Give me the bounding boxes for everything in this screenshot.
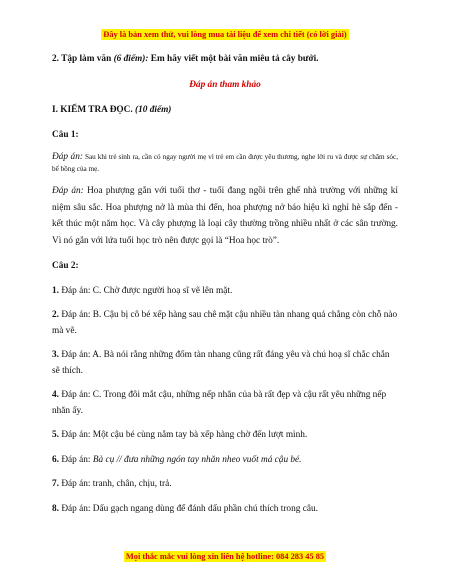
q2-item-2 bbox=[52, 308, 398, 339]
bottom-banner-text: Mọi thắc mắc vui lòng xin liên hệ hotline: 084 283 45 85 bbox=[125, 552, 325, 561]
q1-b-label: Đáp án: bbox=[52, 186, 84, 196]
q2-item-4 bbox=[52, 388, 398, 419]
section1-title: I. KIỂM TRA ĐỌC. bbox=[52, 105, 133, 115]
q1-a-label: Đáp án: bbox=[52, 152, 83, 162]
top-banner-text: Đây là bản xem thử, vui lòng mua tài liệu để xem chi tiết (có lời giải) bbox=[103, 30, 347, 39]
q1-label: Câu 1: bbox=[52, 129, 79, 140]
q1-answer-a bbox=[52, 151, 398, 175]
q2-item-num: 7. bbox=[52, 479, 59, 489]
task2-line bbox=[52, 52, 398, 68]
q2-item-6 bbox=[52, 453, 398, 469]
section1-points: (10 điểm) bbox=[135, 105, 172, 115]
q2-item-num: 3. bbox=[52, 350, 59, 360]
q2-item-text: Đáp án: Dấu gạch ngang dùng để đánh dấu phần chú thích trong câu. bbox=[61, 503, 318, 514]
q1-answer-b bbox=[52, 183, 398, 249]
q1-b-text: Hoa phượng gắn với tuổi thơ - tuổi đang ngồi trên ghế nhà trường với những kỉ niệm sâu sắc. Hoa phượng nở là mùa thi đến, hoa phượng nở báo hiệu kì nghỉ hè sắp đến - kết thúc một năm học. Và cây phượng là loại cây thường trồng nhiều nhất ở các sân trường. Vì nó gắn với lứa tuổi học trò nên được gọi là “Hoa học trò”. bbox=[52, 186, 399, 246]
q2-item-num: 2. bbox=[52, 310, 59, 320]
q2-item-text: Đáp án: A. Bà nói rằng những đốm tàn nhang cũng rất đáng yêu và chú hoạ sĩ chắc chắn sẽ thích. bbox=[52, 350, 390, 376]
document-body bbox=[52, 50, 398, 517]
q2-item-text: Đáp án: C. Chờ được người hoạ sĩ vẽ lên mặt. bbox=[61, 285, 233, 296]
q2-item-8 bbox=[52, 502, 398, 518]
q2-item-1 bbox=[52, 284, 398, 300]
q2-label: Câu 2: bbox=[52, 261, 79, 271]
bottom-banner bbox=[0, 546, 450, 564]
task2-label: 2. Tập làm văn bbox=[52, 54, 112, 64]
q2-item-text: Đáp án: tranh, chân, chịu, trả. bbox=[61, 479, 172, 489]
q2-item-5 bbox=[52, 428, 398, 444]
q2-item-num: 4. bbox=[52, 390, 59, 400]
task2-prompt: Em hãy viết một bài văn miêu tả cây bưởi. bbox=[150, 54, 319, 64]
q2-item-text-prefix: Đáp án: bbox=[61, 454, 93, 465]
q2-item-num: 8. bbox=[52, 503, 59, 514]
q2-item-text-italic: Bà cụ // đưa những ngón tay nhăn nheo vuốt má cậu bé. bbox=[92, 454, 302, 465]
q2-item-7 bbox=[52, 477, 398, 493]
q2-item-num: 5. bbox=[52, 430, 59, 440]
section1-heading bbox=[52, 103, 398, 119]
q2-item-3 bbox=[52, 348, 398, 379]
q2-item-num: 1. bbox=[52, 285, 59, 296]
q1-a-text: Sau khi trẻ sinh ra, cần có ngay người mẹ vì trẻ em cần được yêu thương, nghe lời ru và được sự chăm sóc, bế bồng của mẹ. bbox=[52, 153, 399, 173]
q2-item-num: 6. bbox=[52, 454, 59, 465]
top-banner bbox=[0, 24, 450, 42]
task2-points: (6 điểm): bbox=[113, 54, 149, 64]
q2-item-text: Đáp án: B. Cậu bị cô bé xếp hàng sau chê mặt cậu nhiều tàn nhang quá chẳng còn chỗ nào mà vẽ. bbox=[52, 310, 398, 336]
answer-title: Đáp án tham khảo bbox=[189, 79, 261, 90]
q2-item-text: Đáp án: C. Trong đôi mắt cậu, những nếp nhăn của bà rất đẹp và cậu rất yêu những nếp nhăn ấy. bbox=[52, 390, 387, 416]
q2-item-text: Đáp án: Một cậu bé cùng nắm tay bà xếp hàng chờ đến lượt mình. bbox=[61, 430, 308, 440]
